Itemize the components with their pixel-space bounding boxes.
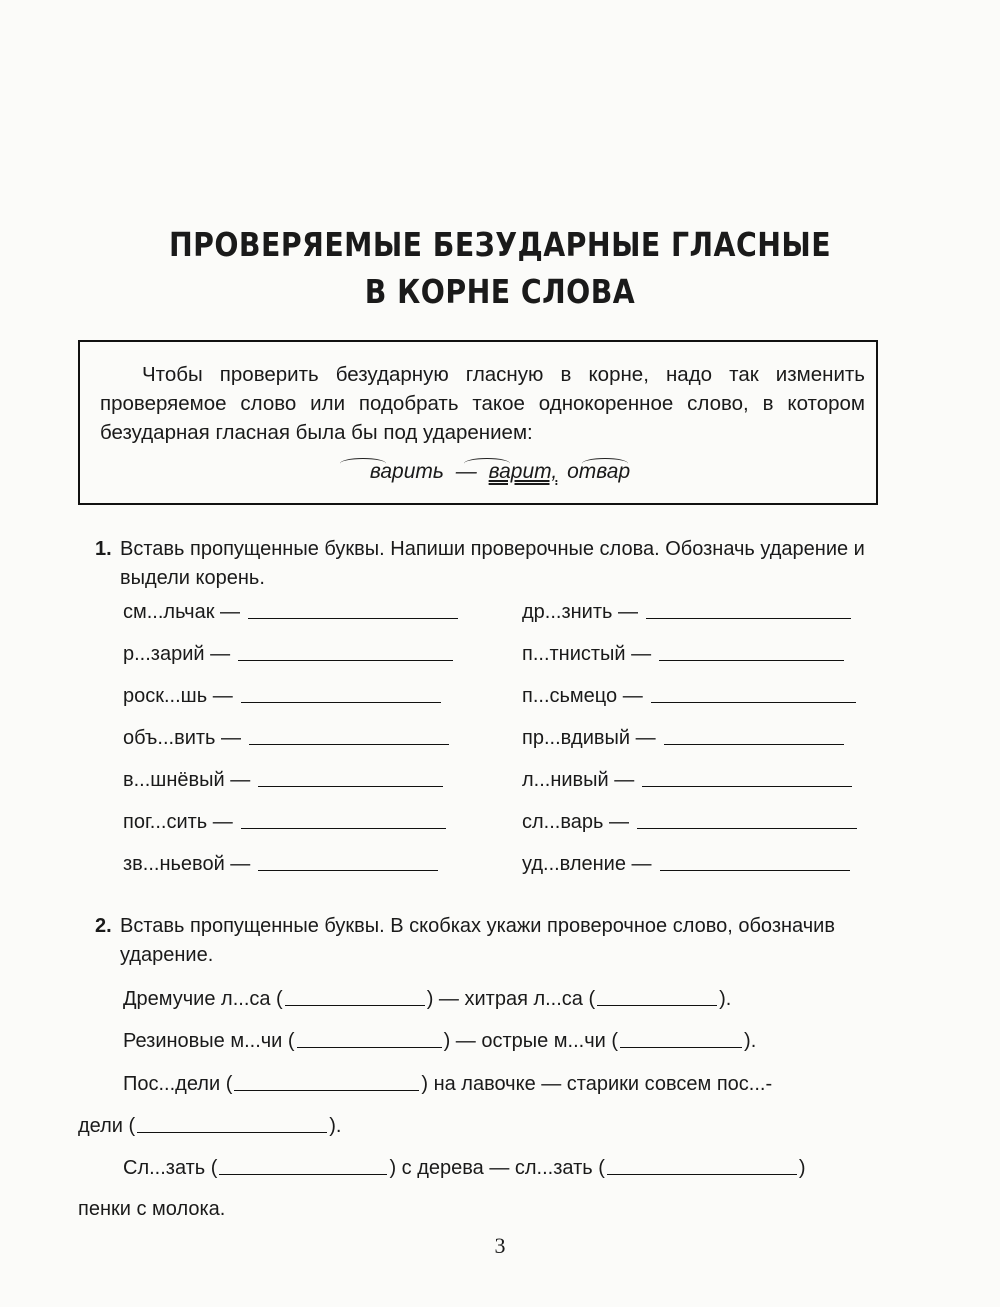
task-1-left-item[interactable]: в...шнёвый — bbox=[123, 766, 443, 792]
example-word-2: варит, bbox=[488, 460, 558, 483]
answer-line[interactable] bbox=[248, 617, 458, 619]
task-1 bbox=[95, 535, 885, 593]
page-title-line-2: В КОРНЕ СЛОВА bbox=[364, 272, 636, 311]
task-2 bbox=[95, 912, 885, 970]
answer-line[interactable] bbox=[285, 1004, 425, 1006]
task-1-left-item[interactable]: см...льчак — bbox=[123, 598, 458, 624]
task-2-sentence-3: Пос...дели ( ) на лавочке — старики совсем пос...- bbox=[123, 1073, 773, 1095]
task-1-right-item[interactable]: л...нивый — bbox=[522, 766, 852, 792]
task-2-sentence-2: Резиновые м...чи ( ) — острые м...чи ( ). bbox=[123, 1030, 757, 1052]
task-1-right-item[interactable]: п...тнистый — bbox=[522, 640, 844, 666]
root-arc-2 bbox=[464, 458, 510, 469]
task-2-sentence-1: Дремучие л...са ( ) — хитрая л...са ( ). bbox=[123, 988, 732, 1010]
task-1-left-item[interactable]: объ...вить — bbox=[123, 724, 449, 750]
root-arc-1 bbox=[340, 458, 386, 469]
task-2-instructions: Вставь пропущенные буквы. В скобках укажи проверочное слово, обозначив ударение. bbox=[120, 915, 835, 966]
answer-line[interactable] bbox=[249, 743, 449, 745]
task-2-sentence-6: пенки с молока. bbox=[78, 1198, 226, 1220]
task-1-right-item[interactable]: пр...вдивый — bbox=[522, 724, 844, 750]
answer-line[interactable] bbox=[660, 869, 850, 871]
answer-line[interactable] bbox=[297, 1046, 442, 1048]
example-word-1: варить bbox=[369, 460, 444, 483]
root-arc-3 bbox=[582, 458, 628, 469]
rule-text: Чтобы проверить безударную гласную в корне, надо так изменить проверяемое слово или подобрать такое однокоренное слово, в котором безударная гласная была бы под ударением: bbox=[100, 363, 865, 444]
answer-line[interactable] bbox=[620, 1046, 742, 1048]
answer-line[interactable] bbox=[219, 1173, 387, 1175]
example-dash: — bbox=[455, 460, 477, 483]
task-1-number: 1. bbox=[95, 538, 112, 560]
answer-line[interactable] bbox=[241, 701, 441, 703]
task-1-left-item[interactable]: зв...ньевой — bbox=[123, 850, 438, 876]
answer-line[interactable] bbox=[258, 785, 443, 787]
answer-line[interactable] bbox=[258, 869, 438, 871]
task-1-right-item[interactable]: др...знить — bbox=[522, 598, 851, 624]
answer-line[interactable] bbox=[642, 785, 852, 787]
answer-line[interactable] bbox=[607, 1173, 797, 1175]
task-1-left-item[interactable]: р...зарий — bbox=[123, 640, 453, 666]
answer-line[interactable] bbox=[241, 827, 446, 829]
task-1-right-item[interactable]: сл...варь — bbox=[522, 808, 857, 834]
task-2-sentence-5: Сл...зать ( ) с дерева — сл...зать ( ) bbox=[123, 1157, 806, 1179]
answer-line[interactable] bbox=[646, 617, 851, 619]
page-number: 3 bbox=[494, 1233, 506, 1258]
answer-line[interactable] bbox=[637, 827, 857, 829]
task-1-left-item[interactable]: пог...сить — bbox=[123, 808, 446, 834]
example-word-3: отвар bbox=[567, 460, 631, 483]
task-2-number: 2. bbox=[95, 915, 112, 937]
answer-line[interactable] bbox=[238, 659, 453, 661]
answer-line[interactable] bbox=[234, 1089, 419, 1091]
answer-line[interactable] bbox=[597, 1004, 717, 1006]
answer-line[interactable] bbox=[659, 659, 844, 661]
task-1-left-item[interactable]: роск...шь — bbox=[123, 682, 441, 708]
answer-line[interactable] bbox=[137, 1131, 327, 1133]
task-1-right-item[interactable]: уд...вление — bbox=[522, 850, 850, 876]
page-title-line-1: ПРОВЕРЯЕМЫЕ БЕЗУДАРНЫЕ ГЛАСНЫЕ bbox=[168, 225, 832, 264]
answer-line[interactable] bbox=[651, 701, 856, 703]
task-2-sentence-4: дели ( ). bbox=[78, 1115, 342, 1137]
answer-line[interactable] bbox=[664, 743, 844, 745]
task-1-right-item[interactable]: п...сьмецо — bbox=[522, 682, 856, 708]
task-1-instructions: Вставь пропущенные буквы. Напиши проверочные слова. Обозначь ударение и выдели корень. bbox=[120, 538, 865, 589]
